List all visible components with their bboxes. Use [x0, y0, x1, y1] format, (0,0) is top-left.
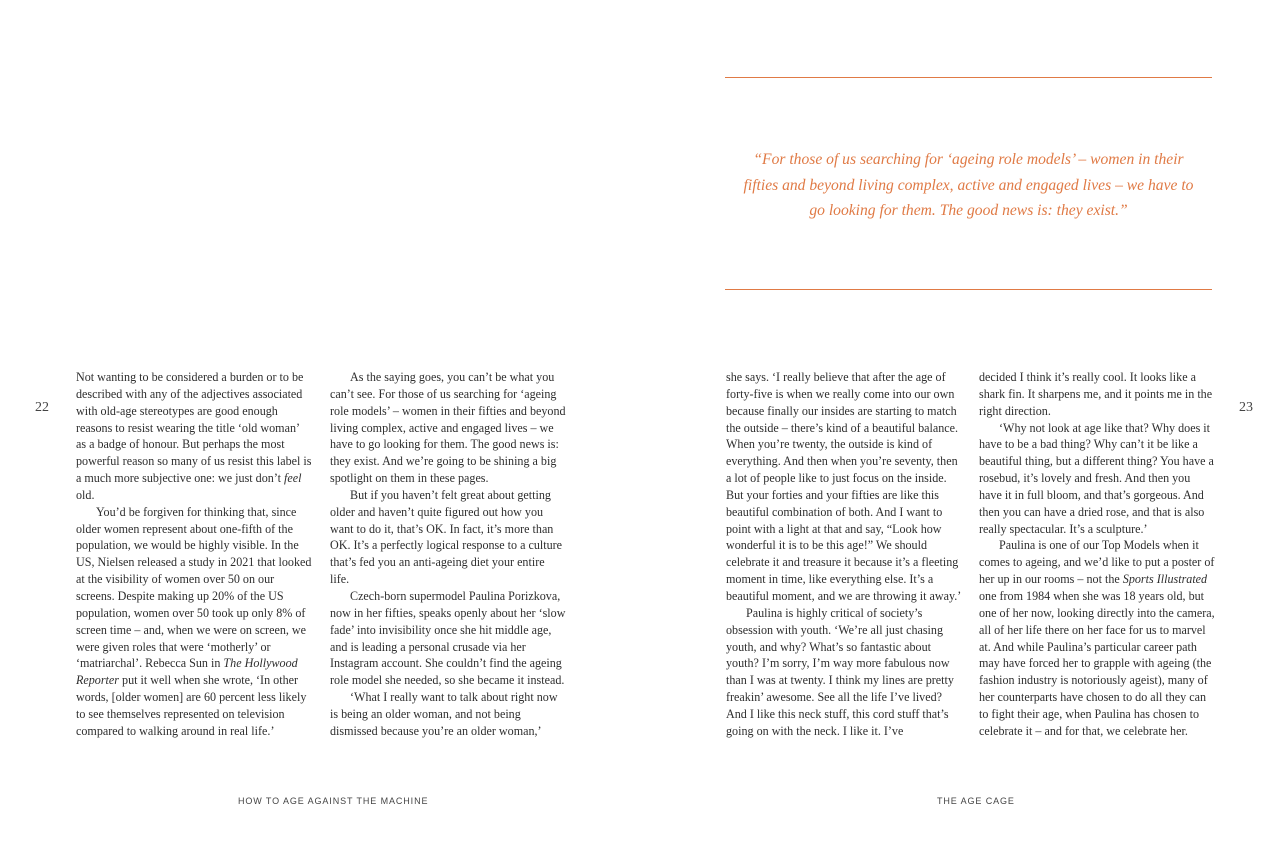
body-column-3	[726, 369, 962, 740]
paragraph: ‘Why not look at age like that? Why does it have to be a bad thing? Why can’t it be like a beautiful thing, but a different thing? You have a rosebud, it’s lovely and fresh. And then you have it in full bloom, and that’s gorgeous. And then you can have a dried rose, and that is also really spectacular. It’s a sculpture.’	[979, 420, 1214, 536]
body-column-4	[979, 369, 1215, 740]
paragraph: As the saying goes, you can’t be what you can’t see. For those of us searching for ‘ageing role models’ – women in their fifties and beyond living complex, active and engaged lives – we have to go looking for them. The good news is: they exist. And we’re going to be shining a big spotlight on them in these pages.	[330, 370, 566, 486]
page-number-right: 23	[1239, 400, 1253, 415]
italic-text: The Hollywood Reporter	[76, 656, 298, 688]
body-column-1	[76, 369, 312, 740]
paragraph: Czech-born supermodel Paulina Porizkova, now in her fifties, speaks openly about her ‘slow fade’ into invisibility once she hit middle age, and is leading a personal crusade via her Instagram account. She couldn’t find the ageing role model she needed, so she became it instead.	[330, 588, 566, 688]
body-column-2	[330, 369, 566, 740]
text-run: You’d be forgiven for thinking that, since older women represent about one-fifth of the population, we would be highly visible. In the US, Nielsen released a study in 2021 that looked at the visibility of women over 50 on our screens. Despite making up 20% of the US population, women over 50 took up only 8% of screen time – and, when we were on screen, we were given roles that were ‘motherly’ or ‘matriarchal’. Rebecca Sun in	[76, 504, 312, 671]
running-footer-right: THE AGE CAGE	[937, 796, 1015, 806]
pull-quote-rule-bottom	[725, 289, 1212, 290]
paragraph: decided I think it’s really cool. It looks like a shark fin. It sharpens me, and it points me in the right direction.	[979, 370, 1213, 418]
pull-quote: “For those of us searching for ‘ageing role models’ – women in their fifties and beyond living complex, active and engaged lives – we have to go looking for them. The good news is: they exist.”	[743, 151, 1194, 219]
italic-text: feel	[284, 471, 302, 486]
paragraph: Paulina is highly critical of society’s obsession with youth. ‘We’re all just chasing youth, and why? What’s so fantastic about youth? I’m sorry, I’m way more fabulous now than I was at twenty. I think my lines are pretty freakin’ awesome. See all the life I’ve lived? And I like this neck stuff, this cord stuff that’s going on with the neck. I like it. I’ve	[726, 605, 954, 738]
paragraph	[76, 369, 312, 504]
paragraph	[979, 537, 1215, 739]
page-number-left: 22	[35, 400, 49, 415]
text-run: put it well when she wrote, ‘In other words, [older women] are 60 percent less likely to see themselves represented on television compared to walking around in real life.’	[76, 673, 307, 738]
text-run: one from 1984 when she was 18 years old, but one of her now, looking directly into the camera, all of her life there on her face for us to marvel at. And while Paulina’s particular career path may have forced her to grapple with ageing (the fashion industry is notoriously ageist), many of her counterparts have chosen to do all they can to fight their age, when Paulina has chosen to celebrate it – and for that, we celebrate her.	[979, 588, 1215, 738]
pull-quote-rule-top	[725, 77, 1212, 78]
italic-text: Sports Illustrated	[1122, 572, 1208, 587]
paragraph: she says. ‘I really believe that after the age of forty-five is when we really come into our own because finally our insides are starting to match the outside – there’s kind of a beautiful balance. When you’re twenty, the outside is kind of everything. And then when you’re seventy, then a lot of people like to just focus on the inside. But your forties and your fifties are like this beautiful combination of both. And I want to point with a light at that and say, “Look how wonderful it is to be this age!” We should celebrate it and treasure it because it’s a fleeting moment in time, like everything else. It’s a beautiful moment, and we are throwing it away.’	[726, 370, 962, 603]
paragraph	[76, 504, 312, 740]
running-footer-left: HOW TO AGE AGAINST THE MACHINE	[238, 796, 429, 806]
text-run: Paulina is one of our Top Models when it comes to ageing, and we’d like to put a poster of her up in our rooms – not the	[979, 538, 1215, 587]
paragraph: But if you haven’t felt great about getting older and haven’t quite figured out how you want to do it, that’s OK. In fact, it’s more than OK. It’s a perfectly logical response to a culture that’s fed you an anti-ageing diet your entire life.	[330, 487, 563, 587]
paragraph: ‘What I really want to talk about right now is being an older woman, and not being dismissed because you’re an older woman,’	[330, 690, 558, 738]
text-run: old.	[76, 487, 95, 502]
text-run: Not wanting to be considered a burden or to be described with any of the adjectives associated with old-age stereotypes are good enough reasons to resist wearing the title ‘old woman’ as a badge of honour. But perhaps the most powerful reason so many of us resist this label is a much more subjective one: we just don’t	[76, 370, 312, 486]
